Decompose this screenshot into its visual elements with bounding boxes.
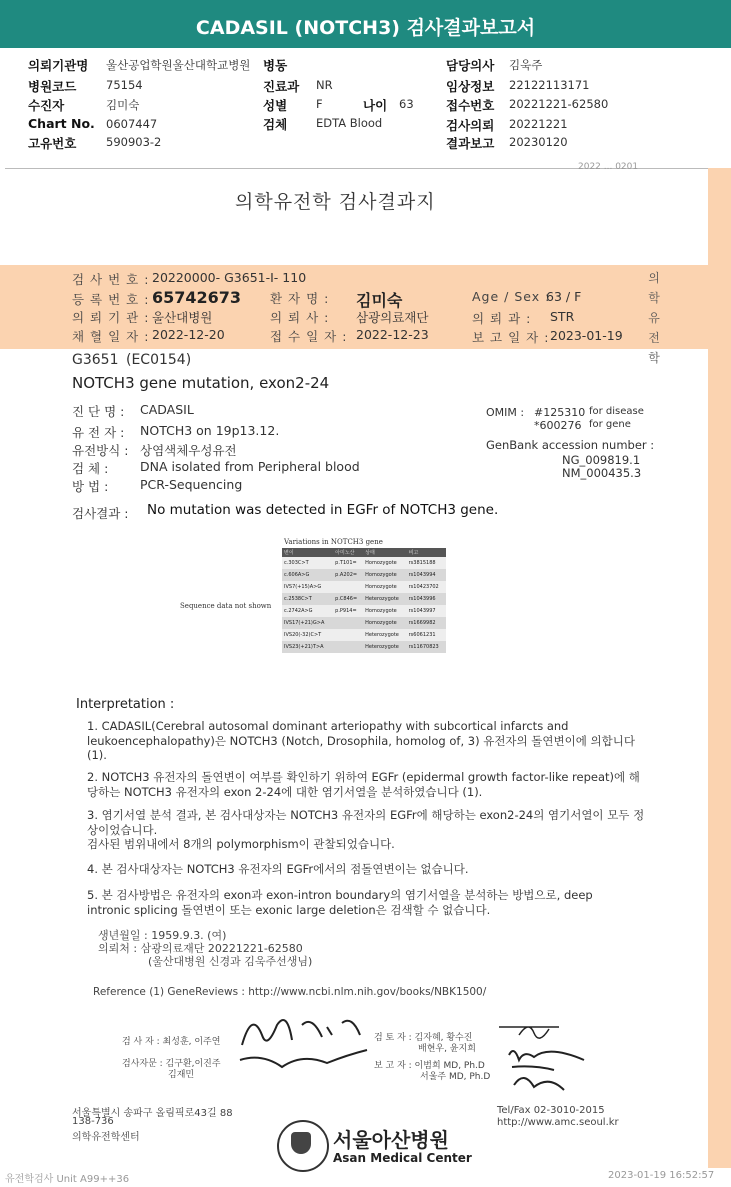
footer-left: 유전학검사 Unit A99++36	[5, 1174, 130, 1185]
reg-no: 65742673	[152, 288, 242, 307]
dob: 생년월일 : 1959.9.3. (여)	[98, 929, 227, 942]
report-label: 보 고 일 자 :	[472, 330, 550, 345]
header-label: 결과보고	[446, 136, 495, 151]
side-vertical-text: 의학유전학	[648, 271, 660, 365]
collect-date: 2022-12-20	[152, 327, 225, 342]
omim-disease-note: for disease	[589, 406, 644, 417]
inherit-label: 유전방식 :	[72, 443, 129, 458]
variants-table	[282, 548, 446, 653]
table-row	[282, 557, 446, 569]
header-value: 590903-2	[106, 135, 162, 149]
hospital-name-kr: 서울아산병원	[333, 1128, 449, 1152]
hospital-name-en: Asan Medical Center	[333, 1151, 472, 1165]
method-label: 방 법 :	[72, 479, 109, 494]
interpretation-title: Interpretation :	[76, 697, 175, 712]
cell	[333, 629, 363, 641]
header-label: 수진자	[28, 98, 65, 113]
diagnosis-label: 진 단 명 :	[72, 404, 125, 419]
method: PCR-Sequencing	[140, 477, 243, 492]
result-label: 검사결과 :	[72, 506, 129, 521]
header-value: 20221221-62580	[509, 97, 609, 111]
address-2: 138-736	[72, 1116, 114, 1127]
req-person-label: 의 뢰 사 :	[270, 310, 330, 325]
header-label: 의뢰기관명	[28, 58, 89, 73]
reviewer-signature	[494, 1015, 594, 1095]
cell: rs6061231	[407, 629, 446, 641]
interp-item-3b: 검사된 범위내에서 8개의 polymorphism이 관찰되었습니다.	[87, 837, 395, 851]
gene-label: 유 전 자 :	[72, 425, 125, 440]
req-org-label: 의 뢰 기 관 :	[72, 310, 150, 325]
cell	[333, 581, 363, 593]
cell	[333, 617, 363, 629]
cell: c.606A>G	[282, 569, 333, 581]
examiner-staff-2: 김재민	[168, 1070, 195, 1080]
patient-name: 김미숙	[356, 291, 403, 310]
dept-label: 의 뢰 과 :	[472, 311, 532, 326]
variants-caption: Variations in NOTCH3 gene	[284, 538, 383, 546]
column-header: 아미노산	[333, 548, 363, 557]
table-header-row	[282, 548, 446, 557]
omim-gene-note: for gene	[589, 419, 631, 430]
table-row	[282, 641, 446, 653]
cell: rs3815188	[407, 557, 446, 569]
patient-label: 환 자 명 :	[270, 291, 330, 306]
cell: p.C846=	[333, 593, 363, 605]
footer-right: 2023-01-19 16:52:57	[608, 1170, 715, 1181]
examiner-staff: 검사자문 : 김구환,이진주	[122, 1059, 221, 1069]
omim-gene: *600276	[534, 419, 582, 432]
interp-item-4: 4. 본 검사대상자는 NOTCH3 유전자의 EGFr에서의 점돌연변이는 없습니다.	[87, 862, 469, 876]
gene: NOTCH3 on 19p13.12.	[140, 423, 280, 438]
agesex: 63 / F	[546, 289, 582, 304]
cell: p.P914=	[333, 605, 363, 617]
cell: Homozygote	[363, 605, 407, 617]
exam-no: 20220000- G3651-I- 110	[152, 270, 307, 285]
table-row	[282, 617, 446, 629]
inherit: 상염색체우성유전	[140, 443, 237, 458]
header-value: 20221221	[509, 117, 568, 131]
collect-label: 채 혈 일 자 :	[72, 329, 150, 344]
header-value: NR	[316, 78, 333, 92]
req-org: 울산대병원	[152, 310, 213, 325]
header-label: Chart No.	[28, 116, 95, 131]
website: http://www.amc.seoul.kr	[497, 1117, 619, 1128]
reference: Reference (1) GeneReviews : http://www.ncbi.nlm.nih.gov/books/NBK1500/	[93, 986, 487, 998]
specimen: DNA isolated from Peripheral blood	[140, 459, 360, 474]
result-text: No mutation was detected in EGFr of NOTCH3 gene.	[147, 502, 499, 518]
header-value: 22122113171	[509, 78, 590, 92]
header-value: 0607447	[106, 117, 158, 131]
hospital-seal-emblem	[291, 1132, 311, 1154]
header-label: 임상정보	[446, 79, 495, 94]
address-1: 서울특별시 송파구 올림픽로43길 88	[72, 1108, 233, 1119]
paper-title: 의학유전학 검사결과지	[235, 191, 436, 213]
interp-item-1: 1. CADASIL(Cerebral autosomal dominant arteriopathy with subcortical infarcts and leukoencephalopathy)은 NOTCH3 (Notch, Drosophila, homolog of, 3) 유전자의 돌연변이에 의합니다 (1).	[87, 719, 635, 762]
cell: Heterozygote	[363, 629, 407, 641]
header-label: 병원코드	[28, 79, 77, 94]
table-row	[282, 629, 446, 641]
header-label: 검사의뢰	[446, 118, 495, 133]
agesex-label: Age / Sex :	[472, 289, 551, 304]
cell: c.2538C>T	[282, 593, 333, 605]
header-label: 검체	[263, 117, 288, 132]
cell: Heterozygote	[363, 641, 407, 653]
header-value: EDTA Blood	[316, 116, 383, 130]
header-label: 고유번호	[28, 136, 77, 151]
header-label: 성별	[263, 98, 288, 113]
header-value: 김미숙	[106, 98, 140, 112]
dept: STR	[550, 309, 575, 324]
header-value: 75154	[106, 78, 143, 92]
interp-item-2: 2. NOTCH3 유전자의 돌연변이 여부를 확인하기 위하여 EGFr (epidermal growth factor-like repeat)에 해당하는 NOTCH3 유전자의 exon 2-24에 대한 염기서열을 분석하였습니다 (1).	[87, 770, 640, 799]
receive-label: 접 수 일 자 :	[270, 329, 348, 344]
sequence-note: Sequence data not shown	[180, 602, 272, 610]
cell: Homozygote	[363, 617, 407, 629]
cell: rs1043996	[407, 593, 446, 605]
omim-disease: #125310	[534, 406, 586, 419]
header-label: 진료과	[263, 79, 300, 94]
report-title: CADASIL (NOTCH3) 검사결과보고서	[195, 17, 536, 39]
cut-text: 2022 ... 0201	[578, 162, 639, 172]
column-header: 상태	[363, 548, 407, 557]
cell: rs1669982	[407, 617, 446, 629]
report-date: 2023-01-19	[550, 328, 623, 343]
cell: IVS7(+15)A>G	[282, 581, 333, 593]
header-value: F	[316, 97, 323, 111]
address-3: 의학유전학센터	[72, 1132, 140, 1143]
cell: Homozygote	[363, 569, 407, 581]
table-row	[282, 581, 446, 593]
header-value: 김욱주	[509, 58, 543, 72]
receive-date: 2022-12-23	[356, 327, 429, 342]
header-value: 울산공업학원울산대학교병원	[106, 58, 251, 72]
cell: Homozygote	[363, 557, 407, 569]
reviewer-2: 배현우, 윤지희	[418, 1044, 476, 1054]
interp-item-5: 5. 본 검사방법은 유전자의 exon과 exon-intron boundary의 염기서열을 분석하는 방법으로, deep intronic splicing 돌연변이 또는 exonic large deletion은 검색할 수 없습니다.	[87, 888, 593, 917]
cell: c.2742A>G	[282, 605, 333, 617]
column-header: 비고	[407, 548, 446, 557]
req-person: 삼광의료재단	[356, 310, 429, 325]
header-label: 나이	[363, 98, 388, 113]
table-row	[282, 605, 446, 617]
table-row	[282, 593, 446, 605]
diagnosis: CADASIL	[140, 402, 194, 417]
cell: rs1043994	[407, 569, 446, 581]
header-label: 병동	[263, 58, 288, 73]
tel: Tel/Fax 02-3010-2015	[497, 1105, 605, 1116]
test-code2: (EC0154)	[126, 352, 192, 368]
omim-label: OMIM :	[486, 406, 525, 419]
cell: IVS23(+21)T>A	[282, 641, 333, 653]
cell: IVS17(+21)G>A	[282, 617, 333, 629]
column-header: 변이	[282, 548, 333, 557]
interp-item-3: 3. 염기서열 분석 결과, 본 검사대상자는 NOTCH3 유전자의 EGFr에 해당하는 exon2-24의 염기서열이 모두 정상이었습니다.	[87, 808, 645, 837]
reporter-2: 서울주 MD, Ph.D	[420, 1072, 491, 1082]
cell: c.303C>T	[282, 557, 333, 569]
test-code: G3651	[72, 352, 119, 368]
table-row	[282, 569, 446, 581]
cell: p.T101=	[333, 557, 363, 569]
header-label: 접수번호	[446, 98, 495, 113]
specimen-label: 검 체 :	[72, 461, 109, 476]
test-name: NOTCH3 gene mutation, exon2-24	[72, 374, 330, 392]
genbank-1: NG_009819.1	[562, 453, 641, 467]
cell: p.A202=	[333, 569, 363, 581]
cell: rs10423702	[407, 581, 446, 593]
examiner-signature	[232, 1005, 372, 1075]
genbank-label: GenBank accession number :	[486, 438, 655, 452]
examiner: 검 사 자 : 최성훈, 이주연	[122, 1037, 221, 1047]
cell: IVS20(-32)C>T	[282, 629, 333, 641]
cell: Homozygote	[363, 581, 407, 593]
reporter: 보 고 자 : 이범희 MD, Ph.D	[374, 1061, 485, 1071]
header-value: 20230120	[509, 135, 568, 149]
cell: rs1043997	[407, 605, 446, 617]
orange-side-strip	[708, 168, 731, 1168]
reviewer: 검 토 자 : 김자혜, 황수진	[374, 1033, 473, 1043]
cell	[333, 641, 363, 653]
reg-no-label: 등 록 번 호 :	[72, 292, 150, 307]
header-value: 63	[399, 97, 414, 111]
referrer: 의뢰처 : 삼광의료재단 20221221-62580	[98, 942, 303, 955]
cell: rs11670823	[407, 641, 446, 653]
referrer-detail: (울산대병원 신경과 김욱주선생님)	[148, 955, 313, 968]
genbank-2: NM_000435.3	[562, 466, 642, 480]
exam-no-label: 검 사 번 호 :	[72, 272, 150, 287]
cell: Heterozygote	[363, 593, 407, 605]
header-label: 담당의사	[446, 58, 495, 73]
